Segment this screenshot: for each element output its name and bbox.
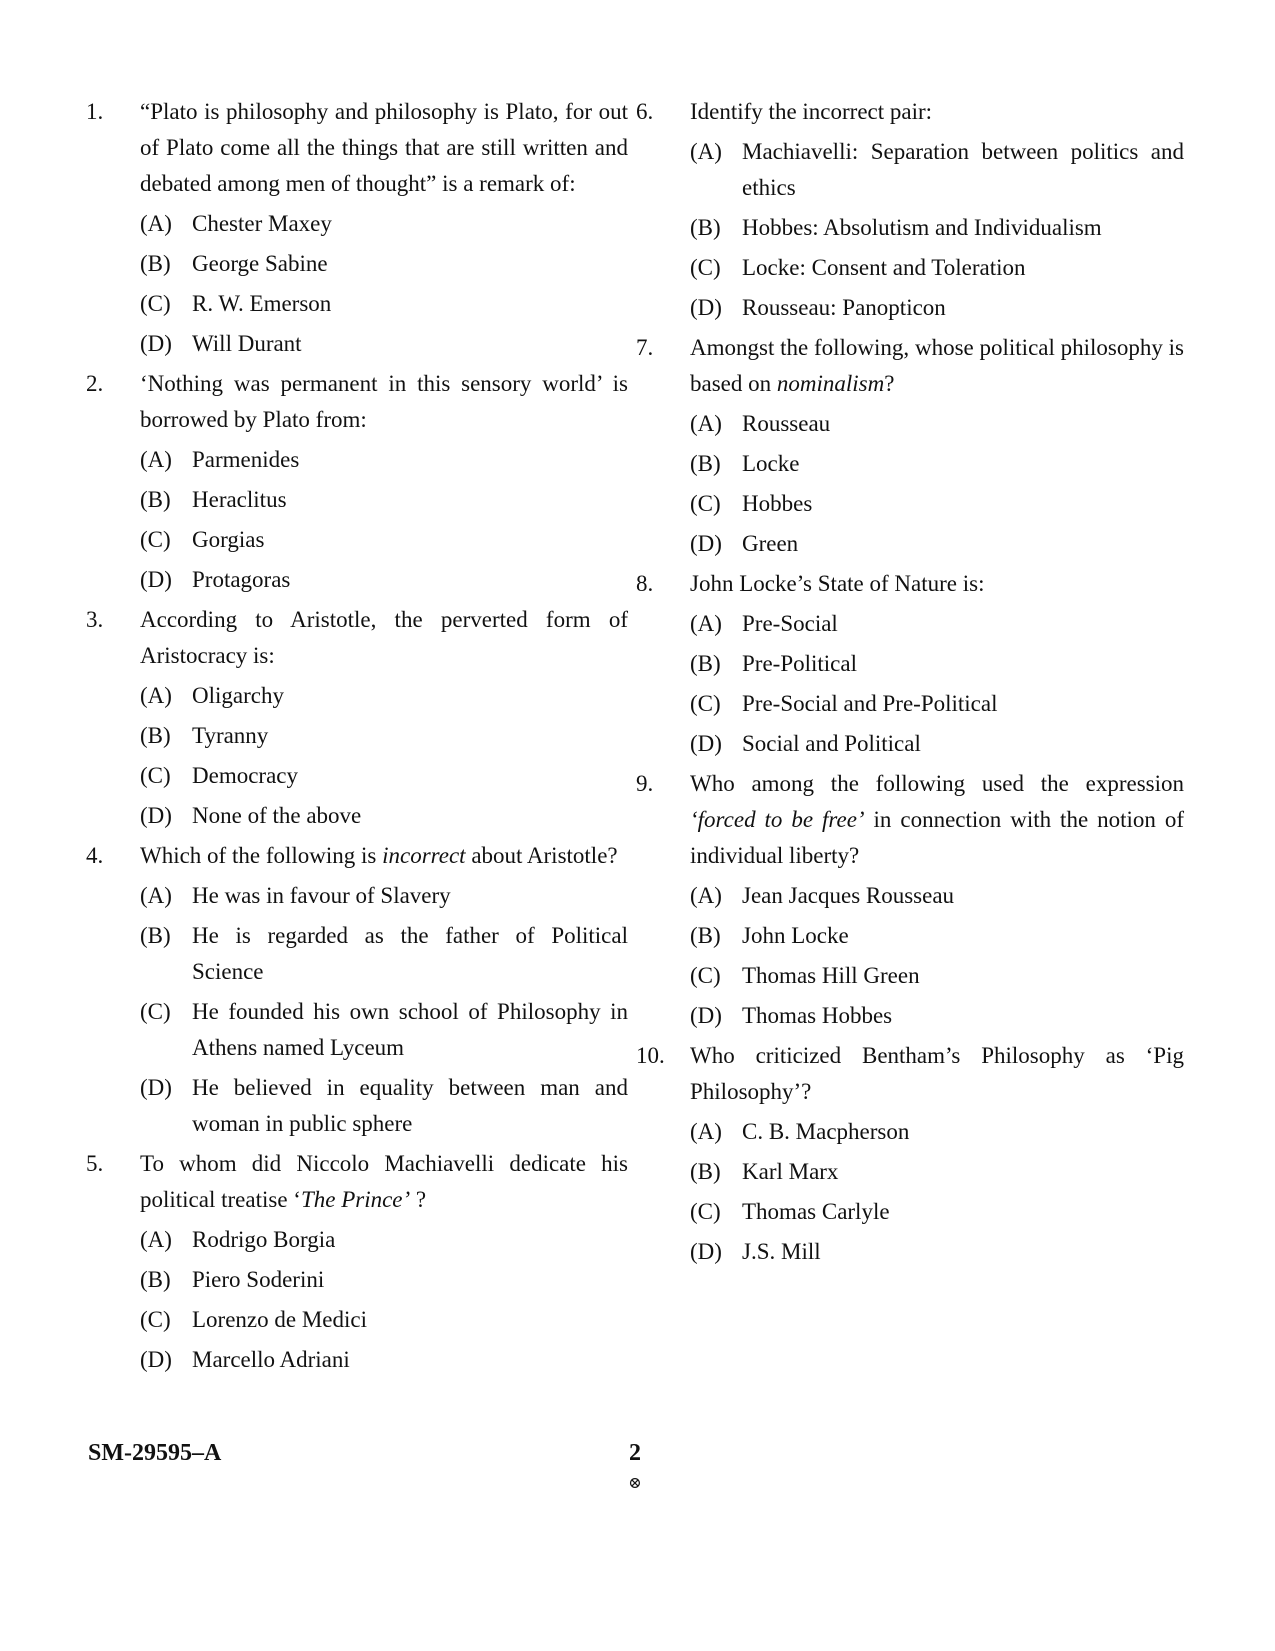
option-label: (C) bbox=[690, 691, 721, 716]
option-label: (D) bbox=[140, 331, 172, 356]
option-label: (B) bbox=[690, 923, 721, 948]
option-d bbox=[140, 326, 628, 362]
question-text-emphasis: incorrect bbox=[382, 843, 466, 868]
question-text bbox=[690, 330, 1184, 402]
option-list bbox=[140, 878, 628, 1142]
option-list bbox=[140, 206, 628, 362]
option-label: (C) bbox=[140, 763, 171, 788]
question-text-run: John Locke’s State of Nature is: bbox=[690, 571, 985, 596]
option-label: (A) bbox=[690, 611, 722, 636]
option-list bbox=[690, 878, 1184, 1034]
option-c bbox=[140, 758, 628, 794]
question-text-emphasis: The Prince’ bbox=[300, 1187, 411, 1212]
option-label: (C) bbox=[690, 1199, 721, 1224]
option-text: Social and Political bbox=[742, 731, 921, 756]
option-c bbox=[690, 686, 1184, 722]
option-d bbox=[140, 562, 628, 598]
option-text: Pre-Social bbox=[742, 611, 838, 636]
option-text: Piero Soderini bbox=[192, 1267, 325, 1292]
question-8 bbox=[636, 566, 1184, 762]
option-a bbox=[140, 1222, 628, 1258]
option-list bbox=[140, 678, 628, 834]
question-5 bbox=[86, 1146, 628, 1378]
option-d bbox=[140, 1070, 628, 1142]
option-c bbox=[690, 1194, 1184, 1230]
option-text: Green bbox=[742, 531, 799, 556]
option-label: (D) bbox=[140, 803, 172, 828]
option-text: Machiavelli: Separation between politics and ethics bbox=[742, 139, 1184, 200]
option-text: Rodrigo Borgia bbox=[192, 1227, 336, 1252]
right-column bbox=[636, 94, 1184, 1274]
option-text: Gorgias bbox=[192, 527, 265, 552]
circled-x-mark: ⊗ bbox=[628, 1475, 642, 1492]
question-4 bbox=[86, 838, 628, 1142]
option-label: (A) bbox=[690, 1119, 722, 1144]
option-c bbox=[690, 958, 1184, 994]
question-text-run: about Aristotle? bbox=[465, 843, 618, 868]
option-label: (D) bbox=[140, 1075, 172, 1100]
question-text-run: ? bbox=[884, 371, 895, 396]
paper-code: SM-29595–A bbox=[88, 1440, 222, 1466]
option-text: He founded his own school of Philosophy in Athens named Lyceum bbox=[192, 999, 628, 1060]
option-text: Pre-Political bbox=[742, 651, 857, 676]
option-d bbox=[140, 1342, 628, 1378]
option-text: Will Durant bbox=[192, 331, 302, 356]
option-text: J.S. Mill bbox=[742, 1239, 821, 1264]
option-list bbox=[690, 606, 1184, 762]
question-text bbox=[690, 566, 1184, 602]
question-text bbox=[140, 602, 628, 674]
question-text-run: ? bbox=[410, 1187, 427, 1212]
option-label: (A) bbox=[140, 211, 172, 236]
option-c bbox=[140, 522, 628, 558]
option-b bbox=[140, 246, 628, 282]
page-number: 2 bbox=[629, 1440, 641, 1466]
option-c bbox=[690, 250, 1184, 286]
option-a bbox=[690, 606, 1184, 642]
option-label: (D) bbox=[140, 1347, 172, 1372]
option-text: Protagoras bbox=[192, 567, 291, 592]
left-column bbox=[86, 94, 628, 1382]
question-text-run: Who among the following used the expression bbox=[690, 771, 1184, 796]
option-label: (B) bbox=[140, 1267, 171, 1292]
option-text: He is regarded as the father of Political Science bbox=[192, 923, 628, 984]
option-a bbox=[140, 678, 628, 714]
question-number: 10. bbox=[636, 1043, 665, 1068]
option-b bbox=[690, 1154, 1184, 1190]
option-text: Tyranny bbox=[192, 723, 269, 748]
option-text: Karl Marx bbox=[742, 1159, 839, 1184]
option-text: George Sabine bbox=[192, 251, 328, 276]
question-text-run: According to Aristotle, the perverted form of Aristocracy is: bbox=[140, 607, 628, 668]
question-text-run: “Plato is philosophy and philosophy is Plato, for out of Plato come all the things that are still written and debated among men of thought” is a remark of: bbox=[140, 99, 628, 196]
question-text-run: ‘Nothing was permanent in this sensory world’ is borrowed by Plato from: bbox=[140, 371, 628, 432]
question-10 bbox=[636, 1038, 1184, 1270]
option-list bbox=[140, 442, 628, 598]
option-text: Heraclitus bbox=[192, 487, 287, 512]
question-7 bbox=[636, 330, 1184, 562]
question-number: 5. bbox=[86, 1151, 104, 1176]
question-3 bbox=[86, 602, 628, 834]
option-label: (B) bbox=[140, 923, 171, 948]
option-text: Thomas Carlyle bbox=[742, 1199, 890, 1224]
option-a bbox=[140, 442, 628, 478]
question-number: 4. bbox=[86, 843, 104, 868]
question-text-emphasis: ‘forced to be free’ bbox=[690, 807, 865, 832]
option-label: (B) bbox=[690, 215, 721, 240]
option-text: Parmenides bbox=[192, 447, 300, 472]
option-d bbox=[690, 1234, 1184, 1270]
option-label: (D) bbox=[690, 531, 722, 556]
question-6 bbox=[636, 94, 1184, 326]
question-text bbox=[690, 94, 1184, 130]
option-d bbox=[690, 998, 1184, 1034]
option-label: (A) bbox=[140, 883, 172, 908]
question-text bbox=[140, 94, 628, 202]
option-label: (B) bbox=[140, 723, 171, 748]
option-label: (B) bbox=[690, 451, 721, 476]
option-d bbox=[690, 726, 1184, 762]
question-text bbox=[690, 1038, 1184, 1110]
question-text-emphasis: nominalism bbox=[776, 371, 885, 396]
option-a bbox=[140, 878, 628, 914]
question-text-run: Which of the following is bbox=[140, 843, 383, 868]
option-label: (A) bbox=[140, 683, 172, 708]
option-b bbox=[690, 646, 1184, 682]
option-text: He was in favour of Slavery bbox=[192, 883, 451, 908]
option-label: (B) bbox=[140, 487, 171, 512]
option-text: John Locke bbox=[742, 923, 849, 948]
option-text: Hobbes: Absolutism and Individualism bbox=[742, 215, 1102, 240]
option-label: (A) bbox=[690, 139, 722, 164]
option-b bbox=[690, 918, 1184, 954]
option-text: Locke: Consent and Toleration bbox=[742, 255, 1026, 280]
option-d bbox=[690, 526, 1184, 562]
question-text bbox=[140, 366, 628, 438]
option-text: Thomas Hobbes bbox=[742, 1003, 893, 1028]
option-label: (A) bbox=[690, 883, 722, 908]
option-b bbox=[140, 482, 628, 518]
option-a bbox=[690, 406, 1184, 442]
option-label: (C) bbox=[140, 291, 171, 316]
option-c bbox=[140, 286, 628, 322]
option-b bbox=[690, 446, 1184, 482]
option-label: (D) bbox=[140, 567, 172, 592]
option-a bbox=[690, 878, 1184, 914]
option-a bbox=[690, 1114, 1184, 1150]
option-text: Chester Maxey bbox=[192, 211, 332, 236]
option-text: Rousseau bbox=[742, 411, 831, 436]
question-number: 8. bbox=[636, 571, 654, 596]
question-text-run: in connection with the notion of individual liberty? bbox=[690, 807, 1184, 868]
option-c bbox=[140, 1302, 628, 1338]
option-text: Pre-Social and Pre-Political bbox=[742, 691, 998, 716]
option-text: R. W. Emerson bbox=[192, 291, 332, 316]
question-number: 3. bbox=[86, 607, 104, 632]
option-label: (B) bbox=[690, 651, 721, 676]
option-label: (C) bbox=[140, 527, 171, 552]
option-text: Jean Jacques Rousseau bbox=[742, 883, 955, 908]
option-label: (B) bbox=[140, 251, 171, 276]
question-number: 6. bbox=[636, 99, 654, 124]
question-text bbox=[140, 1146, 628, 1218]
question-2 bbox=[86, 366, 628, 598]
option-text: Oligarchy bbox=[192, 683, 284, 708]
option-text: Hobbes bbox=[742, 491, 813, 516]
option-b bbox=[690, 210, 1184, 246]
option-list bbox=[690, 406, 1184, 562]
question-text-run: To whom did Niccolo Machiavelli dedicate his political treatise ‘ bbox=[140, 1151, 628, 1212]
question-text bbox=[140, 838, 628, 874]
question-text-run: Who criticized Bentham’s Philosophy as ‘Pig Philosophy’? bbox=[690, 1043, 1184, 1104]
option-label: (C) bbox=[690, 491, 721, 516]
question-1 bbox=[86, 94, 628, 362]
option-d bbox=[690, 290, 1184, 326]
option-d bbox=[140, 798, 628, 834]
option-text: Marcello Adriani bbox=[192, 1347, 350, 1372]
option-label: (D) bbox=[690, 731, 722, 756]
option-b bbox=[140, 718, 628, 754]
option-b bbox=[140, 918, 628, 990]
question-number: 9. bbox=[636, 771, 654, 796]
option-c bbox=[140, 994, 628, 1066]
option-label: (D) bbox=[690, 295, 722, 320]
option-label: (C) bbox=[140, 999, 171, 1024]
option-label: (C) bbox=[140, 1307, 171, 1332]
option-label: (A) bbox=[140, 1227, 172, 1252]
option-label: (D) bbox=[690, 1239, 722, 1264]
option-text: Thomas Hill Green bbox=[742, 963, 920, 988]
option-label: (A) bbox=[690, 411, 722, 436]
question-text-run: Amongst the following, whose political philosophy is based on bbox=[690, 335, 1184, 396]
question-number: 2. bbox=[86, 371, 104, 396]
option-label: (B) bbox=[690, 1159, 721, 1184]
option-label: (D) bbox=[690, 1003, 722, 1028]
option-text: He believed in equality between man and woman in public sphere bbox=[192, 1075, 628, 1136]
option-text: Democracy bbox=[192, 763, 298, 788]
option-a bbox=[140, 206, 628, 242]
option-b bbox=[140, 1262, 628, 1298]
option-text: Lorenzo de Medici bbox=[192, 1307, 367, 1332]
option-label: (C) bbox=[690, 963, 721, 988]
option-text: C. B. Macpherson bbox=[742, 1119, 910, 1144]
question-number: 7. bbox=[636, 335, 654, 360]
option-a bbox=[690, 134, 1184, 206]
option-text: Locke bbox=[742, 451, 800, 476]
option-list bbox=[690, 1114, 1184, 1270]
question-text bbox=[690, 766, 1184, 874]
option-text: Rousseau: Panopticon bbox=[742, 295, 946, 320]
question-9 bbox=[636, 766, 1184, 1034]
option-label: (C) bbox=[690, 255, 721, 280]
option-list bbox=[140, 1222, 628, 1378]
question-text-run: Identify the incorrect pair: bbox=[690, 99, 933, 124]
option-c bbox=[690, 486, 1184, 522]
option-label: (A) bbox=[140, 447, 172, 472]
option-text: None of the above bbox=[192, 803, 362, 828]
option-list bbox=[690, 134, 1184, 326]
question-number: 1. bbox=[86, 99, 104, 124]
